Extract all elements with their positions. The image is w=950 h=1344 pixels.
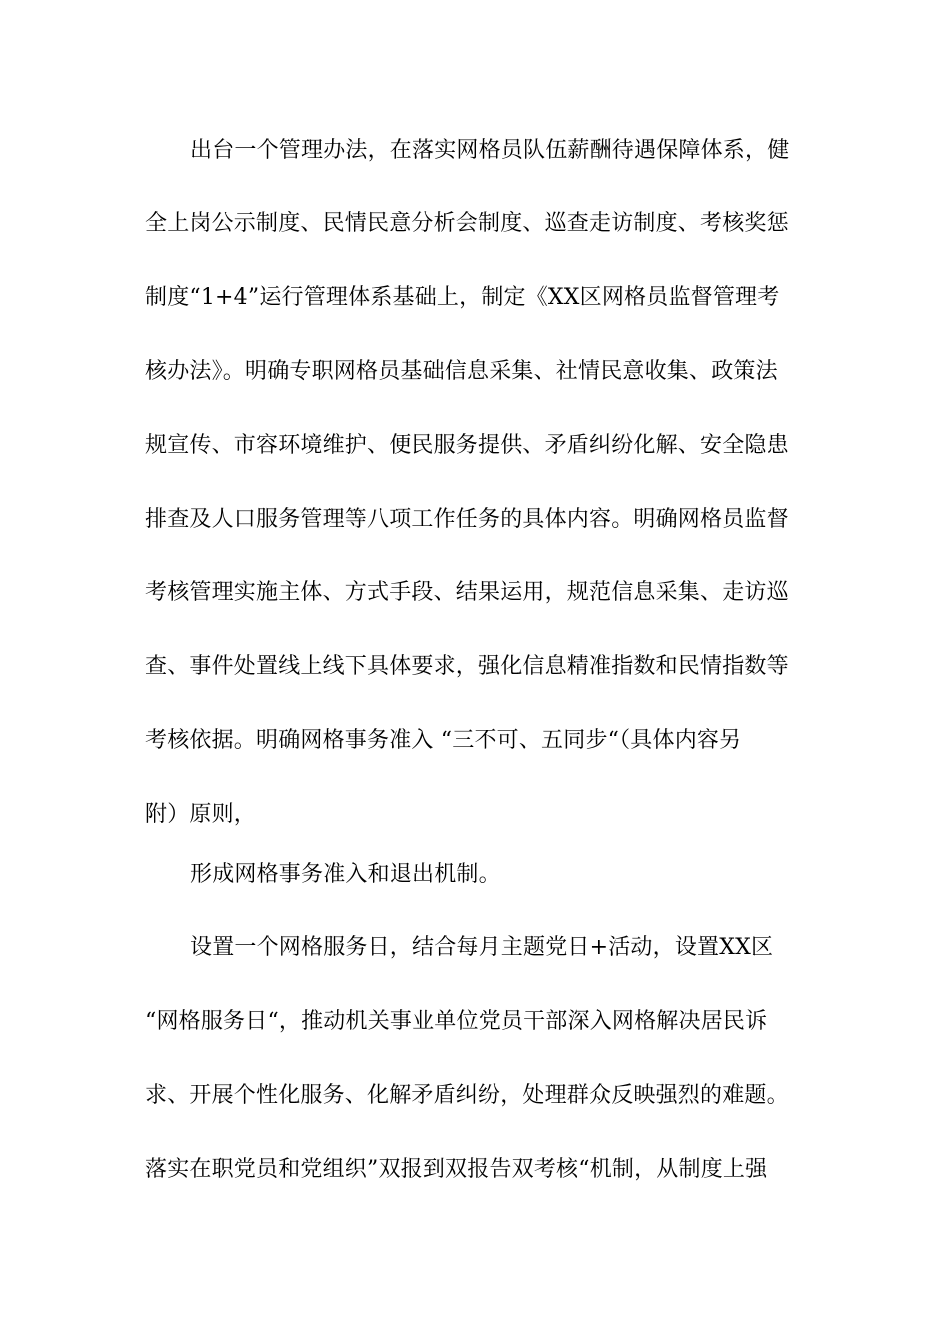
paragraph-1-line-2: 全上岗公示制度、民情民意分析会制度、巡查走访制度、考核奖惩: [145, 211, 789, 236]
paragraph-1-line-6: 排查及人口服务管理等八项工作任务的具体内容。明确网格员监督: [145, 507, 789, 532]
paragraph-1-line-9: 考核依据。明确网格事务准入 “三不可、五同步“（具体内容另: [145, 728, 742, 753]
paragraph-1-line-5: 规宣传、市容环境维护、便民服务提供、矛盾纠纷化解、安全隐患: [145, 433, 789, 458]
paragraph-3-line-4: 落实在职党员和党组织”双报到双报告双考核“机制，从制度上强: [145, 1157, 768, 1182]
paragraph-3-line-1: 设置一个网格服务日，结合每月主题党日+活动，设置XX区: [190, 935, 774, 960]
paragraph-3-line-3: 求、开展个性化服务、化解矛盾纠纷，处理群众反映强烈的难题。: [145, 1083, 789, 1108]
paragraph-1-line-4: 核办法》。明确专职网格员基础信息采集、社情民意收集、政策法: [145, 359, 778, 384]
paragraph-1-line-8: 查、事件处置线上线下具体要求，强化信息精准指数和民情指数等: [145, 654, 789, 679]
paragraph-3-line-2: “网格服务日“，推动机关事业单位党员干部深入网格解决居民诉: [145, 1009, 768, 1034]
paragraph-2-line-1: 形成网格事务准入和退出机制。: [190, 862, 501, 887]
paragraph-1-line-10: 附）原则，: [145, 802, 257, 827]
paragraph-1-line-7: 考核管理实施主体、方式手段、结果运用，规范信息采集、走访巡: [145, 580, 789, 605]
paragraph-1-line-3: 制度“1+4”运行管理体系基础上，制定《XX区网格员监督管理考: [145, 285, 780, 310]
paragraph-1-line-1: 出台一个管理办法，在落实网格员队伍薪酬待遇保障体系，健: [190, 138, 790, 163]
